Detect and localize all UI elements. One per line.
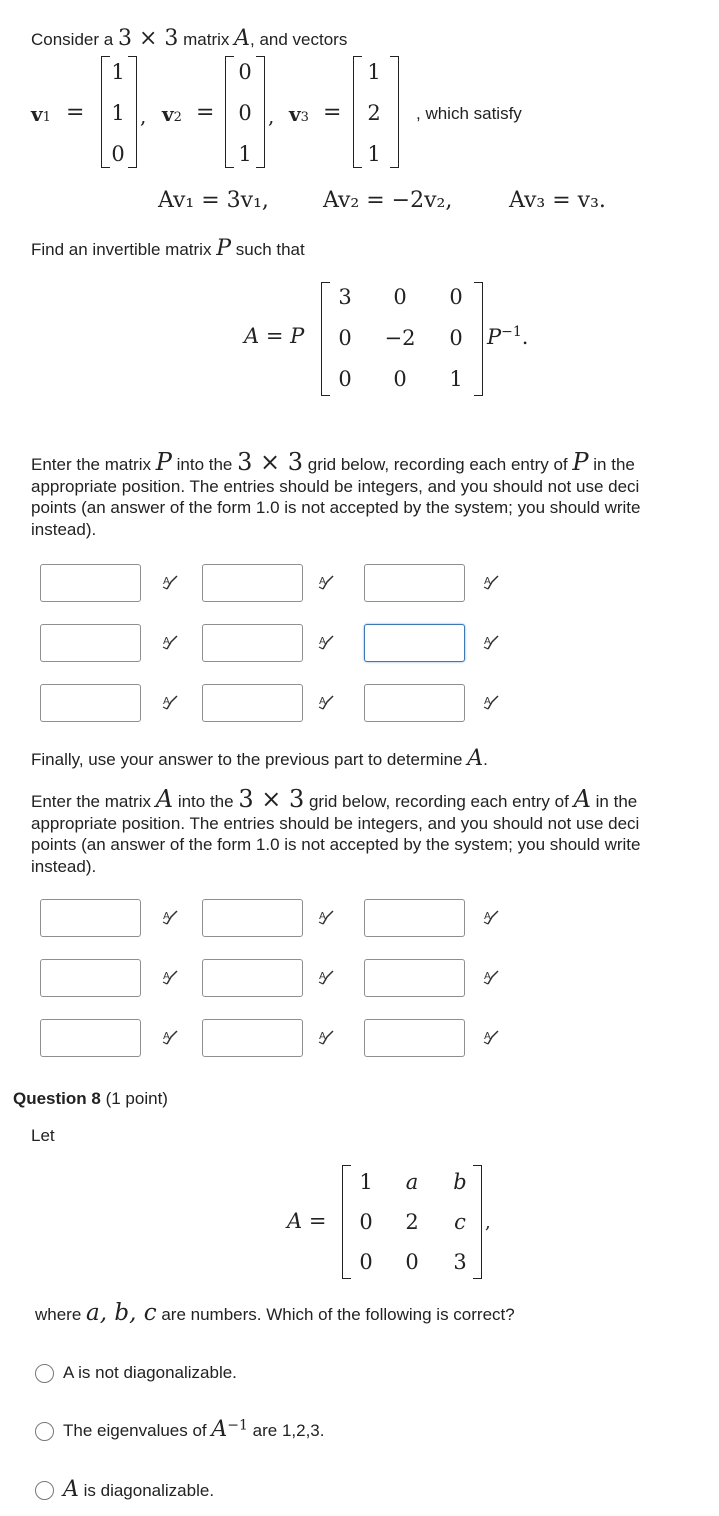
v3-eq: = — [323, 100, 342, 125]
find-P-text: Find an invertible matrix P such that — [31, 236, 305, 261]
P-input-r2c1[interactable] — [40, 624, 141, 662]
v2-label: v2 — [162, 102, 182, 126]
decomp-lhs: A = P — [244, 324, 305, 348]
option-1-label[interactable]: A is not diagonalizable. — [63, 1363, 237, 1382]
decomp-entry: 0 — [393, 285, 407, 309]
P-input-r1c3[interactable] — [364, 564, 465, 602]
decomp-entry: 0 — [338, 367, 352, 391]
v1-entry: 0 — [111, 142, 125, 166]
preview-icon[interactable] — [162, 1030, 178, 1046]
svg-text:A: A — [319, 696, 326, 707]
q8-bracket-right — [473, 1165, 482, 1279]
preview-icon[interactable] — [318, 695, 334, 711]
q8-entry: 1 — [359, 1170, 373, 1194]
preview-icon[interactable] — [318, 970, 334, 986]
decomp-entry: 0 — [449, 326, 463, 350]
q8-entry: b — [453, 1170, 467, 1194]
preview-icon[interactable] — [483, 635, 499, 651]
q8-heading: Question 8 (1 point) — [13, 1089, 168, 1108]
svg-text:A: A — [163, 696, 170, 707]
v2-entry: 0 — [238, 60, 252, 84]
v1-entry: 1 — [111, 101, 125, 125]
v2-entry: 1 — [238, 142, 252, 166]
decomp-entry: 0 — [393, 367, 407, 391]
comma: , — [268, 104, 275, 128]
v1-bracket-right — [128, 56, 137, 168]
svg-text:A: A — [163, 971, 170, 982]
option-3-label[interactable]: A is diagonalizable. — [63, 1477, 215, 1502]
dim-3x3: 3 × 3 — [117, 26, 179, 51]
preview-icon[interactable] — [318, 1030, 334, 1046]
q8-entry: 0 — [359, 1250, 373, 1274]
q8-entry: 2 — [405, 1210, 419, 1234]
comma: , — [140, 104, 147, 128]
A-input-r1c3[interactable] — [364, 899, 465, 937]
preview-icon[interactable] — [318, 575, 334, 591]
option-2-radio[interactable] — [35, 1422, 54, 1441]
preview-icon[interactable] — [162, 970, 178, 986]
eigen-eq-2: Av₂ = −2v₂, — [323, 188, 453, 213]
enter-P-instructions: Enter the matrix P into the 3 × 3 grid below, recording each entry of P in the appropriate position. The entries should be integers, and you should not use deci points (an answer of the form 1.0 is not accepted by the system; you should write instead). — [31, 448, 641, 539]
A-input-r3c2[interactable] — [202, 1019, 303, 1057]
svg-text:A: A — [319, 636, 326, 647]
q8-lhs: A = — [287, 1209, 327, 1233]
v3-entry: 1 — [367, 142, 381, 166]
v3-entry: 2 — [367, 101, 381, 125]
svg-text:A: A — [484, 911, 491, 922]
enter-A-instructions: Enter the matrix A into the 3 × 3 grid below, recording each entry of A in the appropriate position. The entries should be integers, and you should not use deci points (an answer of the form 1.0 is not accepted by the system; you should write instead). — [31, 785, 641, 876]
svg-text:A: A — [319, 911, 326, 922]
svg-text:A: A — [484, 971, 491, 982]
P-input-r2c2[interactable] — [202, 624, 303, 662]
preview-icon[interactable] — [162, 695, 178, 711]
svg-text:A: A — [319, 576, 326, 587]
v1-eq: = — [66, 100, 85, 125]
preview-icon[interactable] — [483, 970, 499, 986]
svg-text:A: A — [319, 971, 326, 982]
preview-icon[interactable] — [318, 910, 334, 926]
P-input-r3c1[interactable] — [40, 684, 141, 722]
v1-entry: 1 — [111, 60, 125, 84]
decomp-bracket-left — [321, 282, 330, 396]
eigen-eq-3: Av₃ = v₃. — [509, 188, 606, 213]
preview-icon[interactable] — [162, 910, 178, 926]
svg-text:A: A — [319, 1031, 326, 1042]
v2-bracket-left — [225, 56, 234, 168]
A-input-r1c1[interactable] — [40, 899, 141, 937]
eigen-eq-1: Av₁ = 3v₁, — [158, 188, 269, 213]
decomp-entry: 3 — [338, 285, 352, 309]
A-input-r2c3[interactable] — [364, 959, 465, 997]
decomp-entry: 1 — [449, 367, 463, 391]
P-input-r2c3[interactable] — [364, 624, 465, 662]
finally-text: Finally, use your answer to the previous part to determine A. — [31, 746, 488, 771]
svg-text:A: A — [163, 911, 170, 922]
q7-intro: Consider a 3 × 3 matrix A, and vectors — [31, 26, 348, 51]
svg-text:A: A — [484, 696, 491, 707]
option-3-radio[interactable] — [35, 1481, 54, 1500]
A-input-r2c1[interactable] — [40, 959, 141, 997]
v3-bracket-right — [390, 56, 399, 168]
v3-entry: 1 — [367, 60, 381, 84]
decomp-rhs: $P^{-1}$. — [487, 324, 529, 349]
A-input-r1c2[interactable] — [202, 899, 303, 937]
svg-text:A: A — [163, 576, 170, 587]
q8-entry: 0 — [359, 1210, 373, 1234]
decomp-entry: 0 — [449, 285, 463, 309]
decomp-bracket-right — [474, 282, 483, 396]
svg-text:A: A — [484, 636, 491, 647]
preview-icon[interactable] — [483, 1030, 499, 1046]
q8-let: Let — [31, 1126, 55, 1145]
q8-trail: , — [485, 1212, 491, 1233]
svg-text:A: A — [484, 576, 491, 587]
v2-bracket-right — [256, 56, 265, 168]
q8-bracket-left — [342, 1165, 351, 1279]
preview-icon[interactable] — [483, 910, 499, 926]
preview-icon[interactable] — [318, 635, 334, 651]
P-input-r1c1[interactable] — [40, 564, 141, 602]
v3-label: v3 — [289, 102, 309, 126]
preview-icon[interactable] — [162, 575, 178, 591]
option-2-label[interactable]: The eigenvalues of $A^{-1}$ are 1,2,3. — [63, 1417, 325, 1442]
v2-eq: = — [196, 100, 215, 125]
svg-text:A: A — [484, 1031, 491, 1042]
A-input-r2c2[interactable] — [202, 959, 303, 997]
q8-entry: a — [405, 1170, 419, 1194]
svg-text:A: A — [163, 1031, 170, 1042]
svg-text:A: A — [163, 636, 170, 647]
A-input-r3c1[interactable] — [40, 1019, 141, 1057]
P-input-r3c2[interactable] — [202, 684, 303, 722]
preview-icon[interactable] — [483, 575, 499, 591]
v3-bracket-left — [353, 56, 362, 168]
q8-entry: 3 — [453, 1250, 467, 1274]
decomp-entry: −2 — [384, 326, 416, 350]
q8-entry: c — [454, 1210, 466, 1234]
v2-entry: 0 — [238, 101, 252, 125]
P-input-r3c3[interactable] — [364, 684, 465, 722]
preview-icon[interactable] — [162, 635, 178, 651]
option-1-radio[interactable] — [35, 1364, 54, 1383]
v1-label: v1 — [31, 102, 51, 126]
decomp-entry: 0 — [338, 326, 352, 350]
P-input-r1c2[interactable] — [202, 564, 303, 602]
A-input-r3c3[interactable] — [364, 1019, 465, 1057]
q8-entry: 0 — [405, 1250, 419, 1274]
preview-icon[interactable] — [483, 695, 499, 711]
which-satisfy: , which satisfy — [416, 104, 522, 123]
q8-where: where a, b, c are numbers. Which of the following is correct? — [35, 1300, 515, 1326]
